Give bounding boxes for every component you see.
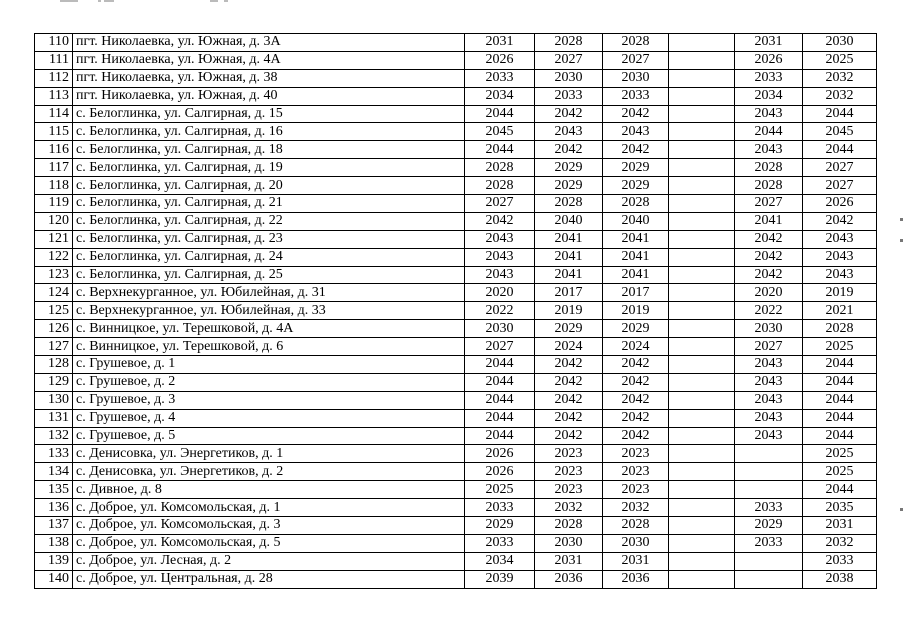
year-cell-6: 2044 (803, 356, 877, 374)
year-cell-6: 2044 (803, 373, 877, 391)
year-cell-2: 2041 (535, 248, 603, 266)
year-cell-3: 2041 (603, 266, 669, 284)
address-cell: с. Грушевое, д. 4 (73, 409, 465, 427)
year-cell-4 (669, 195, 735, 213)
year-cell-2: 2028 (535, 517, 603, 535)
address-cell: с. Доброе, ул. Центральная, д. 28 (73, 570, 465, 588)
year-cell-1: 2044 (465, 427, 535, 445)
year-cell-3: 2031 (603, 552, 669, 570)
table-row (35, 123, 877, 141)
row-number: 122 (35, 248, 73, 266)
address-cell: с. Белоглинка, ул. Салгирная, д. 24 (73, 248, 465, 266)
row-number: 112 (35, 69, 73, 87)
row-number: 127 (35, 338, 73, 356)
year-cell-1: 2027 (465, 338, 535, 356)
year-cell-6: 2025 (803, 445, 877, 463)
year-cell-4 (669, 284, 735, 302)
year-cell-1: 2031 (465, 34, 535, 52)
year-cell-5 (735, 552, 803, 570)
year-cell-3: 2017 (603, 284, 669, 302)
year-cell-1: 2026 (465, 51, 535, 69)
year-cell-3: 2041 (603, 248, 669, 266)
row-number: 110 (35, 34, 73, 52)
table-row (35, 212, 877, 230)
year-cell-2: 2024 (535, 338, 603, 356)
row-number: 119 (35, 195, 73, 213)
table-row (35, 391, 877, 409)
year-cell-5: 2026 (735, 51, 803, 69)
year-cell-5: 2043 (735, 427, 803, 445)
year-cell-4 (669, 34, 735, 52)
row-number: 139 (35, 552, 73, 570)
year-cell-1: 2029 (465, 517, 535, 535)
year-cell-2: 2032 (535, 499, 603, 517)
year-cell-6: 2044 (803, 481, 877, 499)
year-cell-4 (669, 51, 735, 69)
table-row (35, 195, 877, 213)
year-cell-5: 2034 (735, 87, 803, 105)
year-cell-4 (669, 481, 735, 499)
row-number: 116 (35, 141, 73, 159)
year-cell-5: 2043 (735, 105, 803, 123)
year-cell-4 (669, 356, 735, 374)
year-cell-2: 2019 (535, 302, 603, 320)
year-cell-3: 2024 (603, 338, 669, 356)
year-cell-3: 2023 (603, 445, 669, 463)
year-cell-6: 2044 (803, 391, 877, 409)
year-cell-4 (669, 266, 735, 284)
year-cell-4 (669, 463, 735, 481)
address-cell: с. Белоглинка, ул. Салгирная, д. 23 (73, 230, 465, 248)
address-cell: с. Дивное, д. 8 (73, 481, 465, 499)
year-cell-3: 2023 (603, 463, 669, 481)
year-cell-4 (669, 159, 735, 177)
year-cell-4 (669, 373, 735, 391)
year-cell-1: 2028 (465, 177, 535, 195)
year-cell-1: 2044 (465, 141, 535, 159)
year-cell-5: 2042 (735, 266, 803, 284)
year-cell-3: 2040 (603, 212, 669, 230)
row-number: 118 (35, 177, 73, 195)
scan-edge-mark (900, 508, 903, 511)
table-row (35, 87, 877, 105)
address-cell: с. Винницкое, ул. Терешковой, д. 4А (73, 320, 465, 338)
year-cell-6: 2044 (803, 141, 877, 159)
row-number: 125 (35, 302, 73, 320)
year-cell-4 (669, 445, 735, 463)
year-cell-5: 2029 (735, 517, 803, 535)
year-cell-2: 2029 (535, 159, 603, 177)
table-row (35, 266, 877, 284)
year-cell-6: 2025 (803, 338, 877, 356)
year-cell-3: 2036 (603, 570, 669, 588)
year-cell-4 (669, 105, 735, 123)
address-cell: с. Белоглинка, ул. Салгирная, д. 15 (73, 105, 465, 123)
row-number: 117 (35, 159, 73, 177)
year-cell-5 (735, 445, 803, 463)
year-cell-3: 2027 (603, 51, 669, 69)
year-cell-4 (669, 230, 735, 248)
year-cell-1: 2044 (465, 356, 535, 374)
year-cell-6: 2042 (803, 212, 877, 230)
year-cell-1: 2034 (465, 87, 535, 105)
address-cell: с. Доброе, ул. Комсомольская, д. 1 (73, 499, 465, 517)
year-cell-2: 2028 (535, 195, 603, 213)
year-cell-5: 2028 (735, 159, 803, 177)
address-cell: с. Белоглинка, ул. Салгирная, д. 16 (73, 123, 465, 141)
row-number: 133 (35, 445, 73, 463)
year-cell-1: 2043 (465, 230, 535, 248)
year-cell-4 (669, 338, 735, 356)
address-cell: с. Доброе, ул. Комсомольская, д. 3 (73, 517, 465, 535)
year-cell-2: 2017 (535, 284, 603, 302)
table-row (35, 409, 877, 427)
year-cell-6: 2033 (803, 552, 877, 570)
row-number: 123 (35, 266, 73, 284)
year-cell-3: 2029 (603, 159, 669, 177)
address-cell: с. Белоглинка, ул. Салгирная, д. 21 (73, 195, 465, 213)
address-cell: с. Денисовка, ул. Энергетиков, д. 1 (73, 445, 465, 463)
address-cell: с. Винницкое, ул. Терешковой, д. 6 (73, 338, 465, 356)
address-cell: с. Доброе, ул. Лесная, д. 2 (73, 552, 465, 570)
year-cell-6: 2043 (803, 266, 877, 284)
year-cell-4 (669, 552, 735, 570)
year-cell-5: 2028 (735, 177, 803, 195)
table-row (35, 34, 877, 52)
row-number: 140 (35, 570, 73, 588)
address-cell: с. Грушевое, д. 1 (73, 356, 465, 374)
year-cell-1: 2044 (465, 373, 535, 391)
row-number: 138 (35, 534, 73, 552)
year-cell-5: 2042 (735, 230, 803, 248)
year-cell-2: 2042 (535, 373, 603, 391)
year-cell-4 (669, 499, 735, 517)
year-cell-2: 2030 (535, 69, 603, 87)
year-cell-3: 2042 (603, 391, 669, 409)
year-cell-1: 2026 (465, 445, 535, 463)
year-cell-6: 2032 (803, 87, 877, 105)
year-cell-4 (669, 534, 735, 552)
year-cell-2: 2027 (535, 51, 603, 69)
year-cell-6: 2044 (803, 105, 877, 123)
year-cell-5: 2043 (735, 373, 803, 391)
year-cell-4 (669, 212, 735, 230)
year-cell-5 (735, 463, 803, 481)
year-cell-6: 2030 (803, 34, 877, 52)
year-cell-3: 2041 (603, 230, 669, 248)
year-cell-1: 2028 (465, 159, 535, 177)
table-row (35, 570, 877, 588)
year-cell-2: 2029 (535, 320, 603, 338)
address-cell: с. Белоглинка, ул. Салгирная, д. 18 (73, 141, 465, 159)
housing-registry-table (34, 33, 877, 589)
row-number: 120 (35, 212, 73, 230)
year-cell-1: 2045 (465, 123, 535, 141)
year-cell-1: 2043 (465, 248, 535, 266)
year-cell-2: 2023 (535, 445, 603, 463)
table-row (35, 284, 877, 302)
year-cell-1: 2042 (465, 212, 535, 230)
year-cell-5: 2031 (735, 34, 803, 52)
year-cell-3: 2028 (603, 34, 669, 52)
year-cell-6: 2038 (803, 570, 877, 588)
table-row (35, 481, 877, 499)
address-cell: с. Денисовка, ул. Энергетиков, д. 2 (73, 463, 465, 481)
year-cell-5: 2042 (735, 248, 803, 266)
year-cell-4 (669, 517, 735, 535)
year-cell-3: 2029 (603, 320, 669, 338)
year-cell-3: 2042 (603, 373, 669, 391)
year-cell-4 (669, 427, 735, 445)
year-cell-2: 2041 (535, 230, 603, 248)
year-cell-4 (669, 177, 735, 195)
row-number: 111 (35, 51, 73, 69)
year-cell-5: 2044 (735, 123, 803, 141)
address-cell: с. Грушевое, д. 5 (73, 427, 465, 445)
table-row (35, 230, 877, 248)
table-row (35, 517, 877, 535)
year-cell-2: 2042 (535, 141, 603, 159)
year-cell-5: 2043 (735, 356, 803, 374)
table-row (35, 445, 877, 463)
year-cell-5: 2033 (735, 499, 803, 517)
year-cell-5: 2043 (735, 141, 803, 159)
row-number: 135 (35, 481, 73, 499)
address-cell: с. Грушевое, д. 2 (73, 373, 465, 391)
year-cell-6: 2032 (803, 534, 877, 552)
scan-top-marks (0, 0, 300, 8)
table-row (35, 427, 877, 445)
address-cell: пгт. Николаевка, ул. Южная, д. 40 (73, 87, 465, 105)
year-cell-5: 2033 (735, 534, 803, 552)
year-cell-6: 2032 (803, 69, 877, 87)
year-cell-3: 2028 (603, 195, 669, 213)
year-cell-4 (669, 248, 735, 266)
year-cell-6: 2031 (803, 517, 877, 535)
year-cell-1: 2026 (465, 463, 535, 481)
table-row (35, 373, 877, 391)
address-cell: с. Верхнекурганное, ул. Юбилейная, д. 31 (73, 284, 465, 302)
table-row (35, 248, 877, 266)
year-cell-1: 2027 (465, 195, 535, 213)
year-cell-2: 2042 (535, 409, 603, 427)
row-number: 136 (35, 499, 73, 517)
year-cell-3: 2032 (603, 499, 669, 517)
table-row (35, 105, 877, 123)
year-cell-4 (669, 141, 735, 159)
year-cell-2: 2042 (535, 105, 603, 123)
row-number: 124 (35, 284, 73, 302)
year-cell-5: 2043 (735, 409, 803, 427)
table-body (35, 34, 877, 589)
year-cell-5 (735, 570, 803, 588)
year-cell-1: 2033 (465, 69, 535, 87)
year-cell-2: 2029 (535, 177, 603, 195)
row-number: 121 (35, 230, 73, 248)
year-cell-3: 2042 (603, 409, 669, 427)
year-cell-6: 2025 (803, 51, 877, 69)
year-cell-2: 2042 (535, 427, 603, 445)
year-cell-3: 2042 (603, 141, 669, 159)
table-row (35, 338, 877, 356)
table-row (35, 356, 877, 374)
row-number: 137 (35, 517, 73, 535)
year-cell-3: 2030 (603, 69, 669, 87)
scan-edge-mark (900, 239, 903, 242)
address-cell: с. Грушевое, д. 3 (73, 391, 465, 409)
year-cell-4 (669, 302, 735, 320)
year-cell-5: 2027 (735, 195, 803, 213)
year-cell-4 (669, 123, 735, 141)
year-cell-5: 2033 (735, 69, 803, 87)
year-cell-6: 2035 (803, 499, 877, 517)
year-cell-3: 2023 (603, 481, 669, 499)
row-number: 126 (35, 320, 73, 338)
year-cell-4 (669, 570, 735, 588)
year-cell-5: 2030 (735, 320, 803, 338)
year-cell-6: 2043 (803, 248, 877, 266)
year-cell-6: 2045 (803, 123, 877, 141)
table-row (35, 552, 877, 570)
row-number: 129 (35, 373, 73, 391)
year-cell-6: 2025 (803, 463, 877, 481)
year-cell-3: 2042 (603, 427, 669, 445)
year-cell-1: 2044 (465, 391, 535, 409)
year-cell-2: 2033 (535, 87, 603, 105)
table-row (35, 320, 877, 338)
table-row (35, 141, 877, 159)
year-cell-3: 2042 (603, 105, 669, 123)
address-cell: пгт. Николаевка, ул. Южная, д. 3А (73, 34, 465, 52)
year-cell-2: 2030 (535, 534, 603, 552)
table-row (35, 534, 877, 552)
year-cell-4 (669, 409, 735, 427)
year-cell-1: 2034 (465, 552, 535, 570)
year-cell-2: 2042 (535, 356, 603, 374)
year-cell-1: 2039 (465, 570, 535, 588)
year-cell-3: 2030 (603, 534, 669, 552)
year-cell-5 (735, 481, 803, 499)
year-cell-2: 2023 (535, 463, 603, 481)
year-cell-2: 2041 (535, 266, 603, 284)
scan-edge-mark (900, 218, 903, 221)
row-number: 114 (35, 105, 73, 123)
year-cell-3: 2028 (603, 517, 669, 535)
year-cell-4 (669, 391, 735, 409)
address-cell: с. Белоглинка, ул. Салгирная, д. 25 (73, 266, 465, 284)
year-cell-3: 2029 (603, 177, 669, 195)
year-cell-2: 2028 (535, 34, 603, 52)
year-cell-1: 2020 (465, 284, 535, 302)
year-cell-6: 2043 (803, 230, 877, 248)
year-cell-6: 2027 (803, 177, 877, 195)
year-cell-1: 2033 (465, 499, 535, 517)
year-cell-6: 2027 (803, 159, 877, 177)
year-cell-1: 2044 (465, 105, 535, 123)
address-cell: с. Верхнекурганное, ул. Юбилейная, д. 33 (73, 302, 465, 320)
address-cell: с. Белоглинка, ул. Салгирная, д. 20 (73, 177, 465, 195)
address-cell: с. Белоглинка, ул. Салгирная, д. 19 (73, 159, 465, 177)
year-cell-5: 2022 (735, 302, 803, 320)
address-cell: с. Белоглинка, ул. Салгирная, д. 22 (73, 212, 465, 230)
year-cell-3: 2042 (603, 356, 669, 374)
year-cell-6: 2044 (803, 409, 877, 427)
year-cell-6: 2021 (803, 302, 877, 320)
row-number: 115 (35, 123, 73, 141)
year-cell-2: 2036 (535, 570, 603, 588)
year-cell-4 (669, 87, 735, 105)
year-cell-1: 2043 (465, 266, 535, 284)
year-cell-6: 2028 (803, 320, 877, 338)
address-cell: пгт. Николаевка, ул. Южная, д. 4А (73, 51, 465, 69)
year-cell-3: 2019 (603, 302, 669, 320)
row-number: 134 (35, 463, 73, 481)
table-row (35, 463, 877, 481)
row-number: 128 (35, 356, 73, 374)
row-number: 131 (35, 409, 73, 427)
year-cell-5: 2043 (735, 391, 803, 409)
year-cell-4 (669, 320, 735, 338)
table-row (35, 177, 877, 195)
year-cell-6: 2026 (803, 195, 877, 213)
year-cell-5: 2041 (735, 212, 803, 230)
table-row (35, 302, 877, 320)
table-row (35, 499, 877, 517)
year-cell-6: 2044 (803, 427, 877, 445)
year-cell-2: 2042 (535, 391, 603, 409)
year-cell-2: 2031 (535, 552, 603, 570)
year-cell-5: 2027 (735, 338, 803, 356)
address-cell: с. Доброе, ул. Комсомольская, д. 5 (73, 534, 465, 552)
year-cell-1: 2022 (465, 302, 535, 320)
row-number: 132 (35, 427, 73, 445)
row-number: 113 (35, 87, 73, 105)
year-cell-1: 2044 (465, 409, 535, 427)
year-cell-4 (669, 69, 735, 87)
table-row (35, 51, 877, 69)
year-cell-3: 2033 (603, 87, 669, 105)
year-cell-2: 2023 (535, 481, 603, 499)
address-cell: пгт. Николаевка, ул. Южная, д. 38 (73, 69, 465, 87)
year-cell-5: 2020 (735, 284, 803, 302)
row-number: 130 (35, 391, 73, 409)
table-row (35, 69, 877, 87)
year-cell-2: 2040 (535, 212, 603, 230)
year-cell-1: 2030 (465, 320, 535, 338)
year-cell-6: 2019 (803, 284, 877, 302)
table-row (35, 159, 877, 177)
year-cell-1: 2033 (465, 534, 535, 552)
year-cell-1: 2025 (465, 481, 535, 499)
year-cell-2: 2043 (535, 123, 603, 141)
year-cell-3: 2043 (603, 123, 669, 141)
